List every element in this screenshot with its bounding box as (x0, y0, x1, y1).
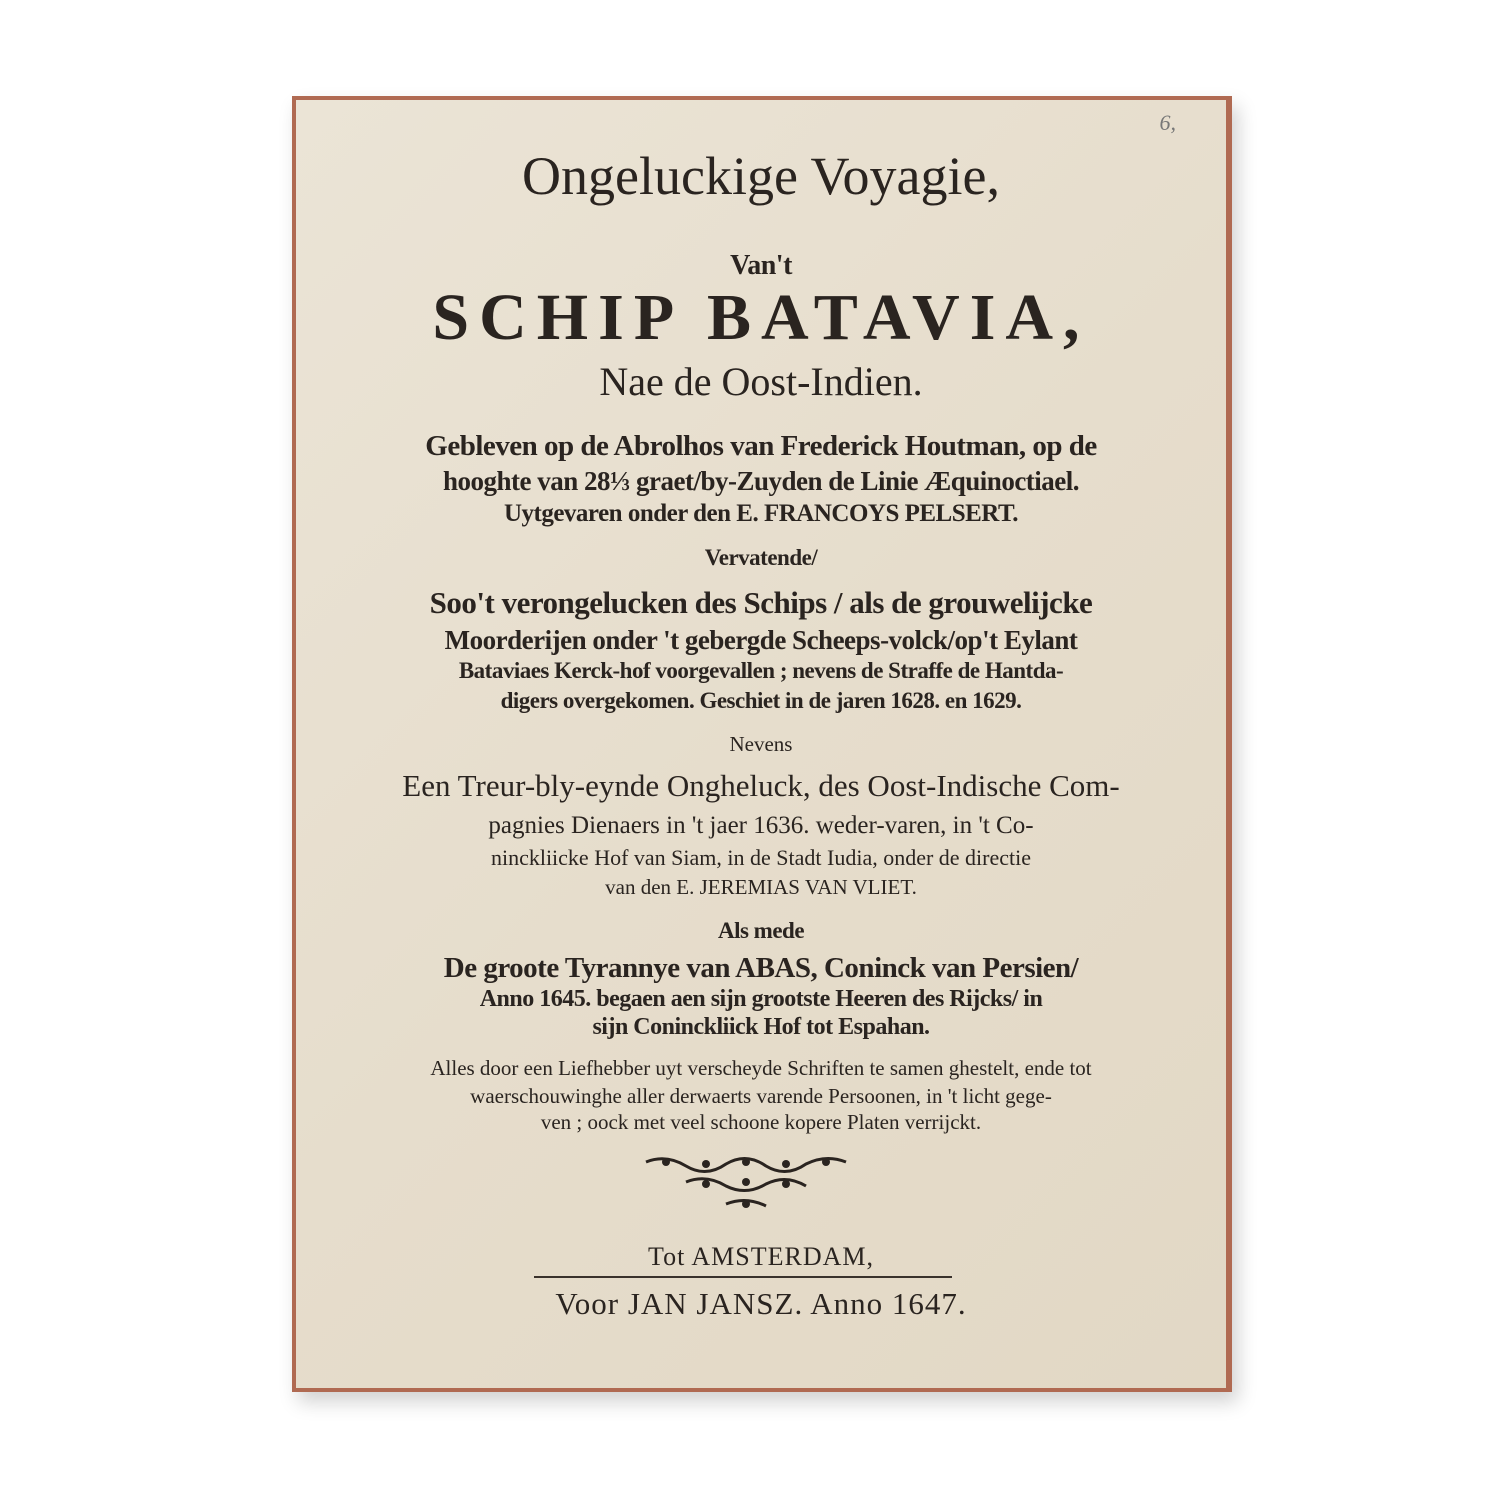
imprint-printer: Voor JAN JANSZ. Anno 1647. (555, 1286, 967, 1321)
pencil-note: 6, (1159, 110, 1176, 135)
imprint-rule (534, 1276, 952, 1278)
vervatende: Vervatende/ (704, 545, 818, 570)
block4-line: sijn Coninckliick Hof tot Espahan. (592, 1014, 930, 1040)
block4-line: De groote Tyrannye van ABAS, Coninck van Persien/ (443, 952, 1079, 984)
block5-line: waerschouwinghe aller derwaerts varende Persoonen, in 't licht gege- (470, 1084, 1052, 1108)
nevens: Nevens (729, 732, 793, 756)
block2-line: Moorderijen onder 't gebergde Scheeps-volck/op't Eylant (444, 625, 1078, 655)
block4-line: Anno 1645. begaen aen sijn grootste Heeren des Rijcks/ in (479, 986, 1043, 1012)
title-page (296, 100, 1226, 1388)
block2-line: digers overgekomen. Geschiet in de jaren 1628. en 1629. (500, 688, 1022, 713)
block1-line: Uytgevaren onder den E. FRANCOYS PELSERT. (503, 500, 1019, 527)
vant-line: Van't (730, 250, 792, 281)
als-mede: Als mede (717, 918, 805, 943)
block2-line: Soo't verongelucken des Schips / als de grouwelijcke (429, 585, 1093, 620)
block3-line: pagnies Dienaers in 't jaer 1636. weder-varen, in 't Co- (488, 812, 1034, 839)
printers-ornament (636, 1152, 856, 1222)
ship-name: SCHIP BATAVIA, (432, 281, 1090, 354)
block5-line: ven ; oock met veel schoone kopere Platen verrijckt. (540, 1110, 982, 1134)
block5-line: Alles door een Liefhebber uyt verscheyde Schriften te samen ghestelt, ende tot (430, 1056, 1092, 1080)
block3-line: ninckliicke Hof van Siam, in de Stadt Iudia, onder de directie (490, 845, 1032, 870)
block3-line: Een Treur-bly-eynde Ongheluck, des Oost-Indische Com- (402, 768, 1120, 803)
block1-line: hooghte van 28⅓ graet/by-Zuyden de Linie Æquinoctiael. (442, 466, 1080, 496)
block1-line: Gebleven op de Abrolhos van Frederick Houtman, op de (425, 430, 1097, 462)
block3-line: van den E. JEREMIAS VAN VLIET. (605, 875, 917, 899)
block2-line: Bataviaes Kerck-hof voorgevallen ; nevens de Straffe de Hantda- (458, 658, 1064, 683)
title: Ongeluckige Voyagie, (522, 146, 1000, 206)
destination: Nae de Oost-Indien. (599, 359, 923, 404)
imprint-place: Tot AMSTERDAM, (648, 1242, 874, 1271)
